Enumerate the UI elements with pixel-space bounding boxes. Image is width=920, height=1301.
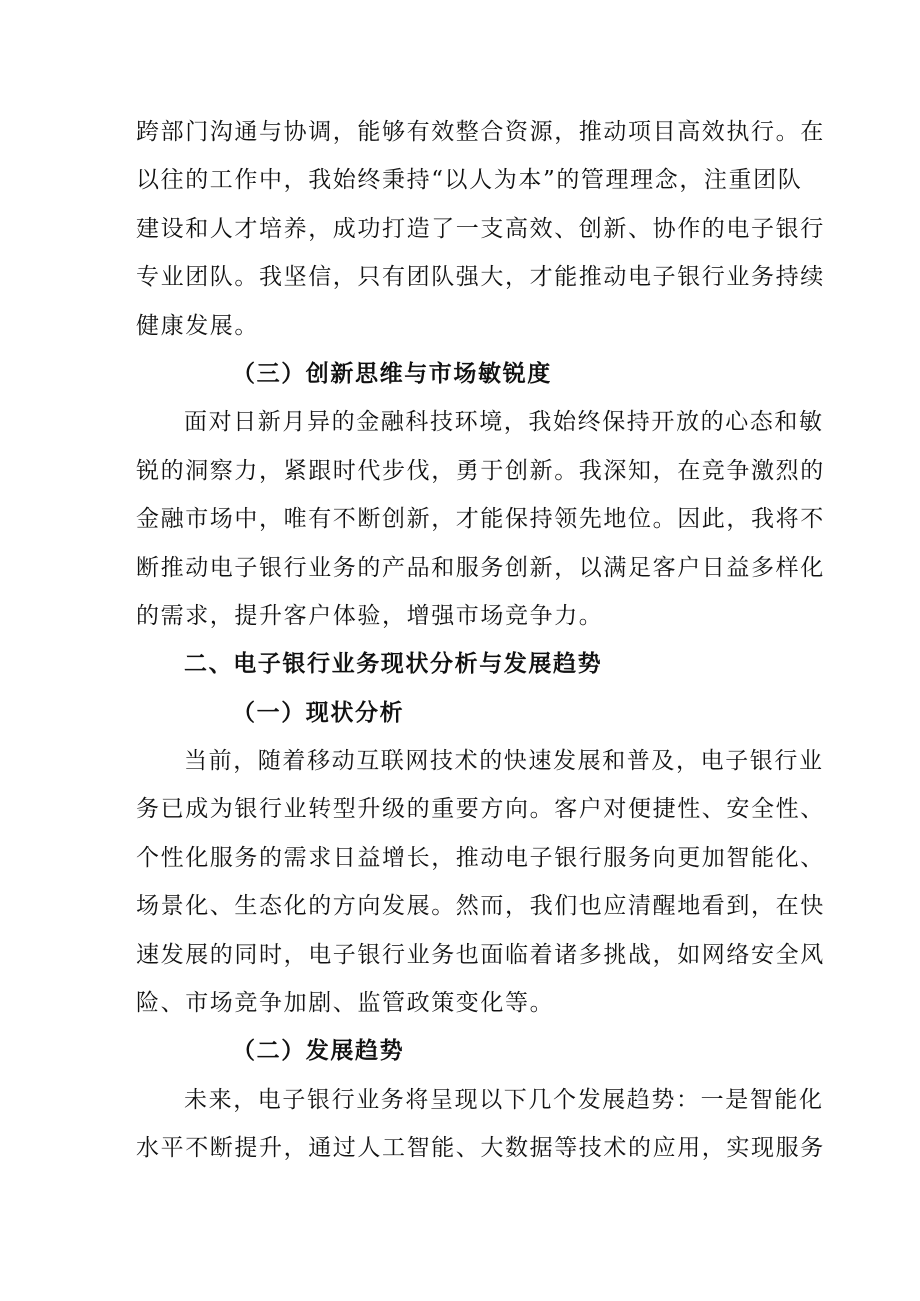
subheading-trend: （二）发展趋势 — [232, 1037, 405, 1065]
text-line: 断推动电子银行业务的产品和服务创新，以满足客户日益多样化 — [136, 554, 825, 581]
text-line: 建设和人才培养，成功打造了一支高效、创新、协作的电子银行 — [136, 215, 825, 242]
text-line: 健康发展。 — [136, 312, 259, 339]
document-page — [136, 108, 825, 1173]
paragraph-trend — [136, 1076, 825, 1173]
paragraph-team-management — [136, 108, 825, 350]
section-heading-ebanking: 二、电子银行业务现状分析与发展趋势 — [184, 650, 603, 678]
text-line: 金融市场中，唯有不断创新，才能保持领先地位。因此，我将不 — [136, 506, 825, 533]
text-line: 专业团队。我坚信，只有团队强大，才能推动电子银行业务持续 — [136, 264, 825, 291]
text-line: 锐的洞察力，紧跟时代步伐，勇于创新。我深知，在竞争激烈的 — [136, 457, 825, 484]
text-line: 场景化、生态化的方向发展。然而，我们也应清醒地看到，在快 — [136, 893, 825, 920]
text-line: 险、市场竞争加剧、监管政策变化等。 — [136, 990, 555, 1017]
text-line: 面对日新月异的金融科技环境，我始终保持开放的心态和敏 — [184, 409, 824, 436]
paragraph-innovation — [136, 398, 825, 640]
subheading-status: （一）现状分析 — [232, 698, 405, 726]
text-line: 水平不断提升，通过人工智能、大数据等技术的应用，实现服务 — [136, 1135, 825, 1162]
text-line: 未来，电子银行业务将呈现以下几个发展趋势：一是智能化 — [184, 1086, 824, 1113]
text-line: 跨部门沟通与协调，能够有效整合资源，推动项目高效执行。在 — [136, 119, 825, 145]
text-line: 当前，随着移动互联网技术的快速发展和普及，电子银行业 — [184, 748, 824, 775]
text-line: 以往的工作中，我始终秉持“以人为本”的管理理念，注重团队 — [136, 167, 803, 194]
text-line: 个性化服务的需求日益增长，推动电子银行服务向更加智能化、 — [136, 844, 825, 871]
text-line: 的需求，提升客户体验，增强市场竞争力。 — [136, 602, 604, 629]
text-line: 务已成为银行业转型升级的重要方向。客户对便捷性、安全性、 — [136, 796, 825, 823]
paragraph-status — [136, 737, 825, 1027]
text-line: 速发展的同时，电子银行业务也面临着诸多挑战，如网络安全风 — [136, 941, 825, 968]
subheading-innovation: （三）创新思维与市场敏锐度 — [232, 359, 552, 387]
